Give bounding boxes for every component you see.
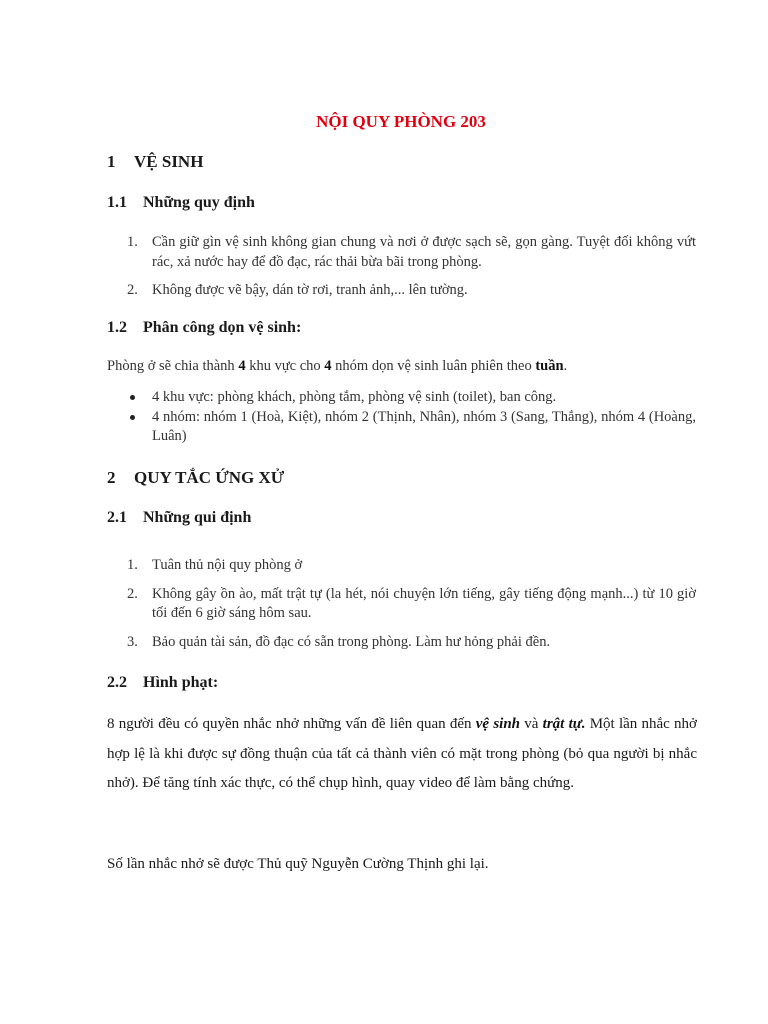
subsection-1-2-heading: [107, 319, 301, 337]
penalty-paragraph: 8 người đều có quyền nhắc nhở những vấn đề liên quan đến vệ sinh và trật tự. Một lần nhắc nhở hợp lệ là khi được sự đồng thuận của tất cả thành viên có mặt trong phòng (bỏ qua người bị nhắc nhở). Để tăng tính xác thực, có thể chụp hình, quay video để làm bằng chứng.: [107, 716, 697, 791]
rules-list-2-1: [127, 556, 696, 652]
list-item-text: 4 khu vực: phòng khách, phòng tắm, phòng vệ sinh (toilet), ban công.: [152, 389, 557, 405]
section-2-title: QUY TẮC ỨNG XỬ: [134, 468, 285, 487]
list-item: 2. Không gây ồn ào, mất trật tự (la hét, nói chuyện lớn tiếng, gây tiếng động mạnh...) từ 10 giờ tối đến 6 giờ sáng hôm sau.: [127, 585, 696, 621]
subsection-1-1-heading: [107, 194, 255, 212]
subsection-1-1-title: Những quy định: [143, 194, 255, 211]
list-item-text: Không gây ồn ào, mất trật tự (la hét, nói chuyện lớn tiếng, gây tiếng động mạnh...) từ 10 giờ tối đến 6 giờ sáng hôm sau.: [152, 585, 696, 621]
subsection-2-1-title: Những qui định: [143, 509, 252, 526]
cleaning-bullet-list: [127, 388, 696, 447]
document-title: NỘI QUY PHÒNG 203: [316, 112, 486, 131]
section-2-heading: [107, 468, 284, 488]
record-keeper-paragraph: Số lần nhắc nhở sẽ được Thủ quỹ Nguyễn Cường Thịnh ghi lại.: [107, 856, 489, 872]
bullet-icon: [130, 415, 135, 420]
subsection-1-2-title: Phân công dọn vệ sinh:: [143, 319, 302, 336]
list-item-text: 4 nhóm: nhóm 1 (Hoà, Kiệt), nhóm 2 (Thịnh, Nhân), nhóm 3 (Sang, Thắng), nhóm 4 (Hoàng, Luân): [152, 408, 696, 444]
subsection-2-2-title: Hình phạt:: [143, 674, 219, 691]
cleaning-intro-paragraph: Phòng ở sẽ chia thành 4 khu vực cho 4 nhóm dọn vệ sinh luân phiên theo tuần.: [107, 358, 568, 374]
list-item: [127, 388, 696, 408]
section-1-number: 1: [107, 152, 116, 171]
bullet-icon: [130, 395, 135, 400]
list-item: 2. Không được vẽ bậy, dán tờ rơi, tranh ảnh,... lên tường.: [127, 282, 468, 298]
list-item-text: Không được vẽ bậy, dán tờ rơi, tranh ảnh,... lên tường.: [152, 282, 468, 298]
list-item: [127, 408, 696, 447]
list-item-text: Tuân thủ nội quy phòng ở: [152, 557, 303, 573]
subsection-2-1-heading: [107, 509, 251, 527]
section-1-heading: [107, 152, 203, 172]
list-item: 3. Bảo quản tài sản, đồ đạc có sẵn trong phòng. Làm hư hỏng phải đền.: [127, 633, 551, 650]
section-2-number: 2: [107, 468, 116, 487]
subsection-1-2-number: 1.2: [107, 319, 127, 336]
list-item-text: Cần giữ gìn vệ sinh không gian chung và nơi ở được sạch sẽ, gọn gàng. Tuyệt đối không vứt rác, xả nước hay để đồ đạc, rác thải bừa bãi trong phòng.: [152, 234, 696, 270]
list-item: 1. Tuân thủ nội quy phòng ở: [127, 557, 303, 573]
subsection-2-2-number: 2.2: [107, 674, 127, 691]
list-item: 1. Cần giữ gìn vệ sinh không gian chung và nơi ở được sạch sẽ, gọn gàng. Tuyệt đối không vứt rác, xả nước hay để đồ đạc, rác thải bừa bãi trong phòng.: [127, 234, 696, 270]
section-1-title: VỆ SINH: [134, 152, 204, 171]
subsection-2-1-number: 2.1: [107, 509, 127, 526]
subsection-2-2-heading: [107, 674, 218, 692]
subsection-1-1-number: 1.1: [107, 194, 127, 211]
list-item-text: Bảo quản tài sản, đồ đạc có sẵn trong phòng. Làm hư hỏng phải đền.: [152, 633, 551, 650]
rules-list-1-1: [127, 233, 696, 301]
